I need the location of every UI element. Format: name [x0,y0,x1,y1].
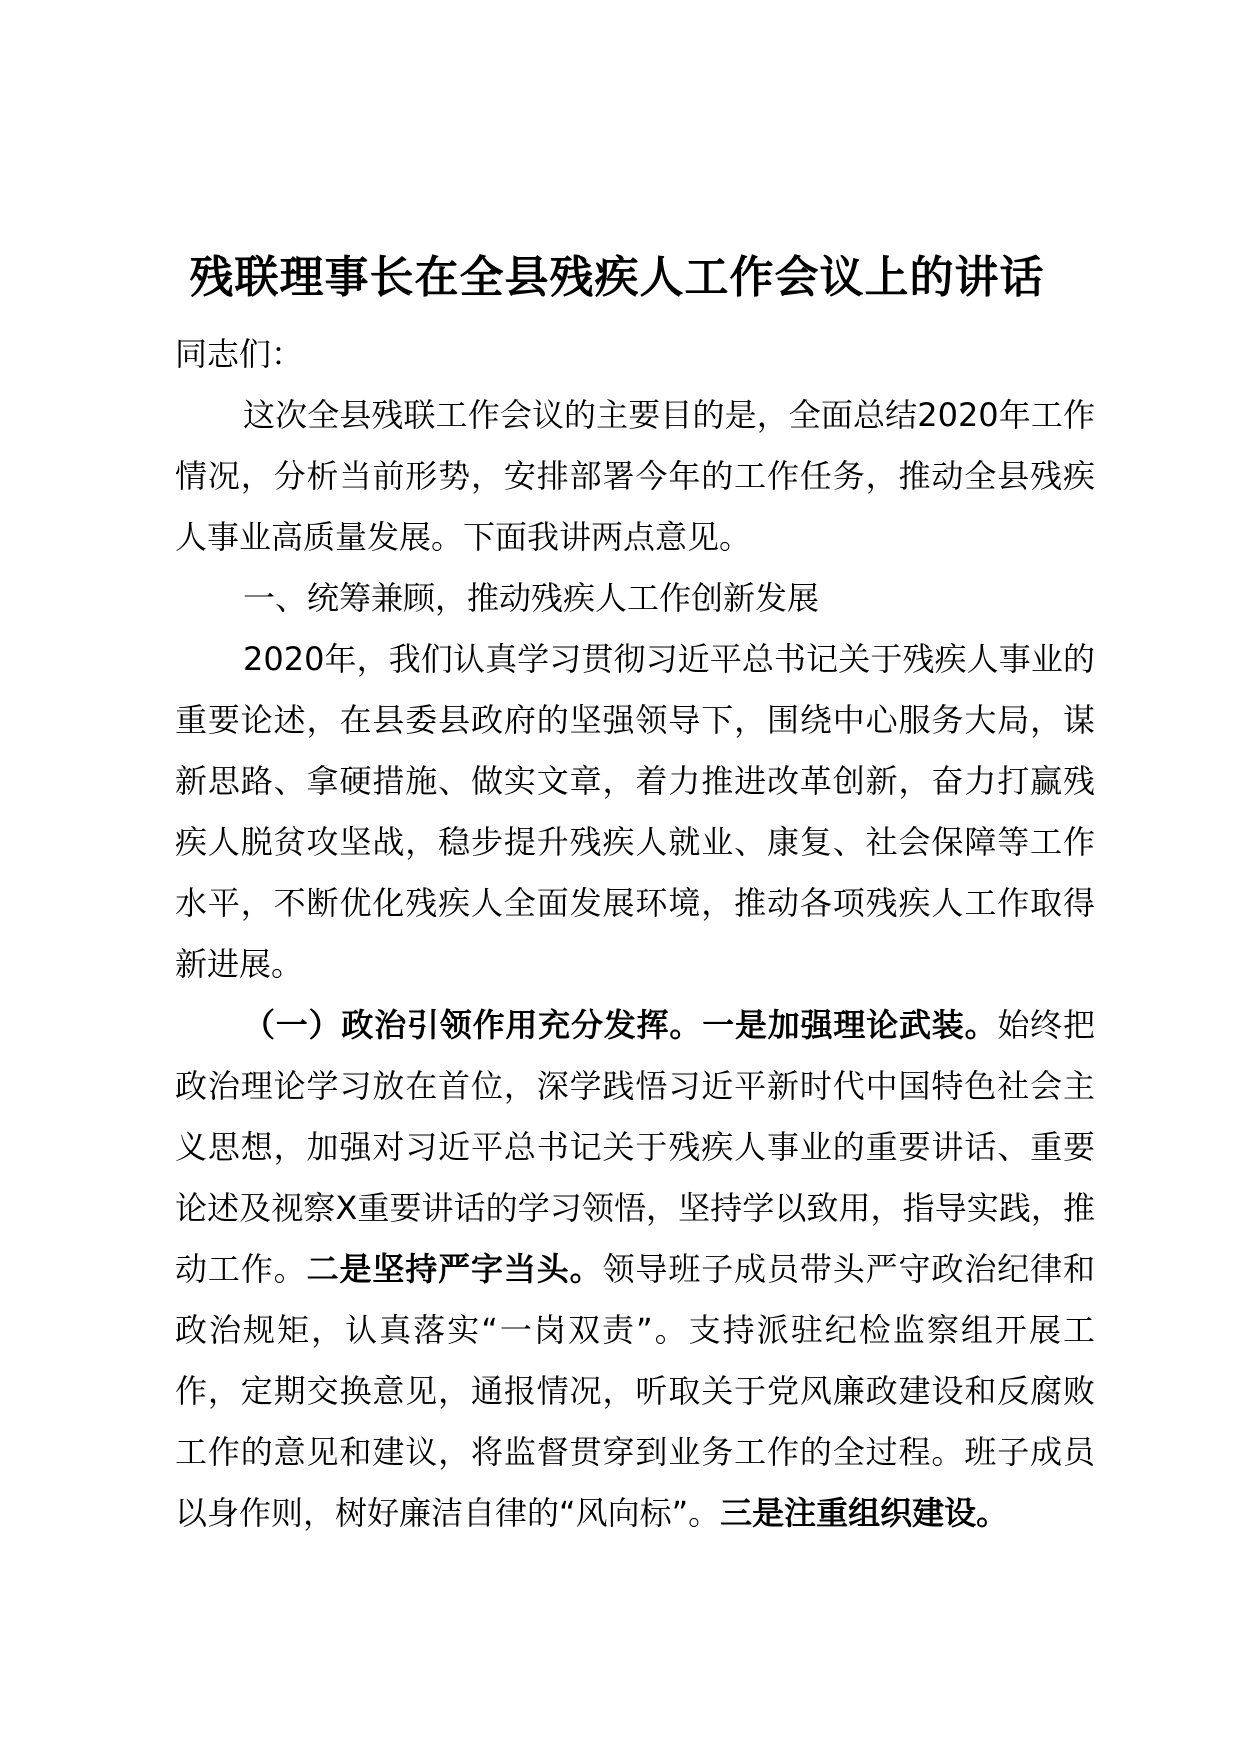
point-three-heading: 三是注重组织建设。 [720,1494,1009,1532]
paragraph-political-guidance [175,995,1095,1544]
paragraph-summary-2020: 2020年，我们认真学习贯彻习近平总书记关于残疾人事业的重要论述，在县委县政府的坚强领导下，围绕中心服务大局，谋新思路、拿硬措施、做实文章，着力推进改革创新，奋力打赢残疾人脱贫攻坚战，稳步提升残疾人就业、康复、社会保障等工作水平，不断优化残疾人全面发展环境，推动各项残疾人工作取得新进展。 [175,640,1095,983]
paragraph-intro: 这次全县残联工作会议的主要目的是，全面总结2020年工作情况，分析当前形势，安排部署今年的工作任务，推动全县残疾人事业高质量发展。下面我讲两点意见。 [175,396,1095,556]
document-title: 残联理事长在全县残疾人工作会议上的讲话 [189,252,1045,303]
subsection-heading-political-guidance: （一）政治引领作用充分发挥。 [243,1006,703,1044]
point-two-heading: 二是坚持严字当头。 [306,1250,603,1288]
section-heading-one: 一、统筹兼顾，推动残疾人工作创新发展 [243,579,820,617]
point-one-text: 始终把政治理论学习放在首位，深学践悟习近平新时代中国特色社会主义思想，加强对习近平总书记关于残疾人事业的重要讲话、重要论述及视察X重要讲话的学习领悟，坚持学以致用，指导实践，推动工作。 [175,1006,1095,1288]
point-two-text: 领导班子成员带头严守政治纪律和政治规矩，认真落实“一岗双责”。支持派驻纪检监察组开展工作，定期交换意见，通报情况，听取关于党风廉政建设和反腐败工作的意见和建议，将监督贯穿到业务工作的全过程。班子成员以身作则，树好廉洁自律的“风向标”。 [175,1250,1095,1532]
salutation: 同志们： [175,335,304,373]
point-one-heading: 一是加强理论武装。 [702,1006,998,1044]
document-body [175,324,1095,1544]
